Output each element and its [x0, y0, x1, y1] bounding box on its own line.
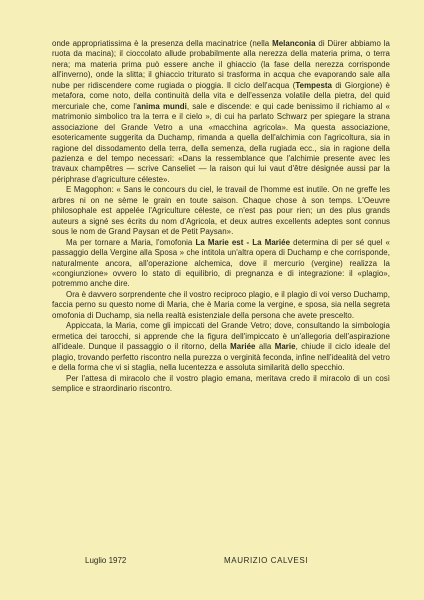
bold-term: Tempesta — [295, 80, 332, 90]
text-run: di Giorgione) è metafora, come noto, della continuità della vita e dell'essenza volatile della pietra, del quid mercuriale che, come l' — [52, 80, 390, 111]
bold-term: anima mundi — [136, 101, 187, 111]
text-run: alla — [255, 342, 275, 352]
paragraph — [52, 238, 390, 290]
text-run: Appiccata, la Maria, come gli impiccati del Grande Vetro; dove, consultando la simbologia ermetica dei tarocchi, si apprende che la figura dell'impiccato è un'allegoria dell'aspirazione all'ideale. Dunque il passaggio o il ritorno, della — [52, 321, 390, 352]
bold-term: Mariée — [230, 342, 256, 352]
paragraph — [52, 185, 390, 237]
text-run: , chiude il ciclo ideale del plagio, trovando perfetto riscontro nella purezza o verginità feconda, infine nell'idealità del vetro e della forma che vi si staglia, nella lucentezza e assoluta similarità dello specchio. — [52, 342, 390, 373]
text-run: E Magophon: « Sans le concours du ciel, le travail de l'homme est inutile. On ne greffe les arbres ni on ne sème le grain en toute saison. Chaque chose à son temps. L'Oeuvre philosophale est appelée l'Agriculture céleste, ce n'est pas pour rien; un des plus grands auteurs a signé ses écrits du nom d'Agricola, et deux autres excellents adeptes sont connus sous le nom de Grand Paysan et de Petit Paysan». — [52, 185, 390, 237]
paragraph — [52, 39, 390, 185]
date-line: Luglio 1972 — [85, 556, 127, 565]
text-run: Ma per tornare a Maria, l'omofonia — [66, 237, 196, 247]
text-run: Per l'attesa di miracolo che il vostro plagio emana, meritava credo il miracolo di un così semplice e straordinario riscontro. — [52, 373, 390, 393]
text-run: , sale e discende: e qui cade benissimo il richiamo al « matrimonio simbolico tra la terra e il cielo », di cui ha parlato Schwarz per spiegare la strana associazione del Grande Vetro a una «macchina agricola». Ma questa associazione, esotericamente suggerita da Duchamp, rimanda a quella dell'alchimia con l'agricoltura, sia in ragione del dissodamento della terra, della semenza, della rugiada ecc., sia in ragione della pazienza e del tempo necessari: «Dans la ressemblance que l'alchimie presente avec les travaux champêtres — scrive Canseliet — la raison qui lui vaut d'être désignée aussi par la périphrase d'agriculture céleste». — [52, 101, 390, 184]
author-signature: MAURIZIO CALVESI — [224, 556, 309, 565]
text-run: di Dürer abbiamo la ruota da macina); il cioccolato allude probabilmente alla nerezza della materia prima, o terra nera; ma materia prima può essere anche il ghiaccio (la fase della nerezza corrisponde all'inverno), onde la slitta; il ghiaccio triturato si trasforma in acqua che evaporando sale alla nube per ridiscendere come rugiada o pioggia. Il ciclo dell'acqua ( — [52, 39, 390, 90]
text-run: onde appropriatissima è la presenza della macinatrice (nella — [52, 39, 273, 48]
bold-term: Marie — [274, 342, 296, 352]
bold-term: La Marie est - La Mariée — [195, 237, 291, 247]
paragraph — [52, 374, 390, 395]
paragraph — [52, 321, 390, 373]
bold-term: Melanconia — [272, 39, 316, 48]
article-text — [52, 39, 390, 394]
text-run: determina di per sé quel « passaggio della Vergine alla Sposa » che intitola un'altra opera di Duchamp e che corrisponde, naturalmente ancora, all'operazione alchemica, dove il mercurio (vergine) realizza la «congiunzione» ovvero lo stato di equilibrio, di pregnanza e di integrazione: il «plagio», potremmo anche dire. — [52, 237, 390, 289]
text-run: Ora è davvero sorprendente che il vostro reciproco plagio, e il plagio di voi verso Duchamp, faccia perno su questo nome di Maria, che è Maria come la vergine, e sposa, sia nella segreta omofonia di Duchamp, sia nella realtà esistenziale della persona che avete prescelto. — [52, 289, 390, 320]
paragraph — [52, 290, 390, 321]
